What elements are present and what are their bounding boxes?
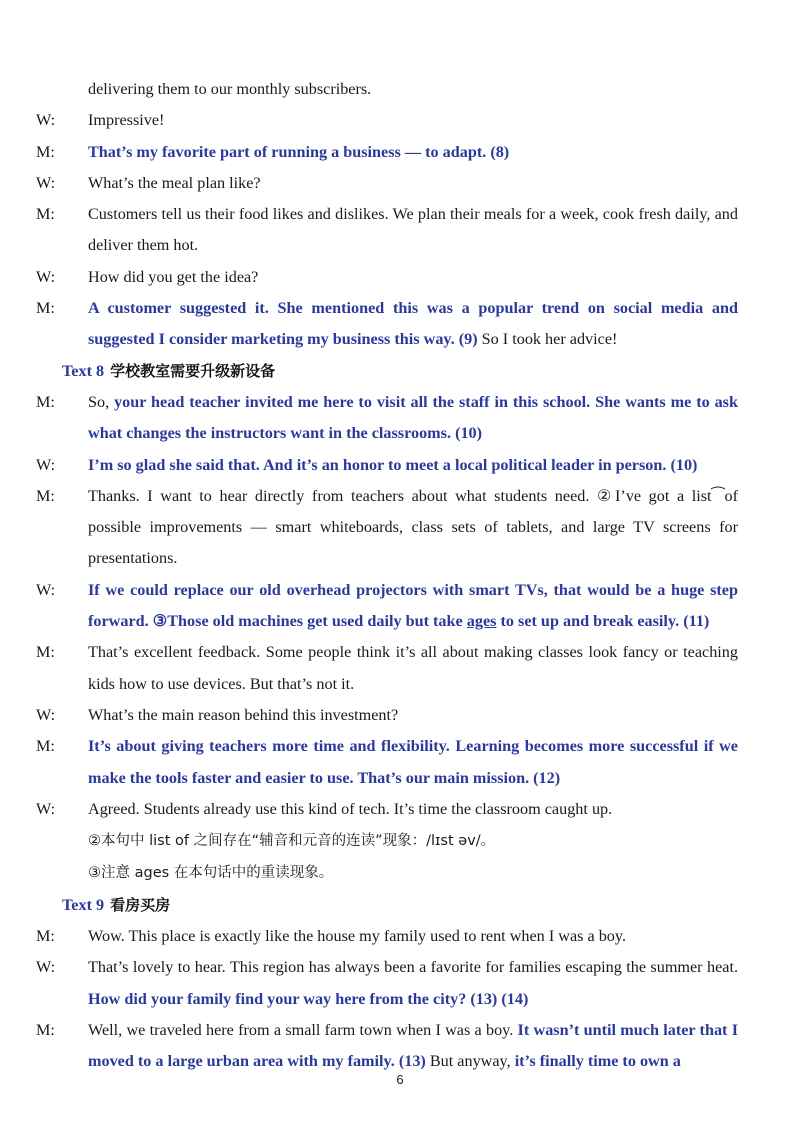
key-sentence: It’s about giving teachers more time and flexibility. Learning becomes more successful if we make the tools faster and easier to use. That’s our main mission. (12) bbox=[88, 737, 738, 787]
section-heading-text9: Text 9 看房买房 bbox=[62, 895, 171, 914]
speaker-label: W: bbox=[36, 705, 56, 724]
section-heading-text8: Text 8 学校教室需要升级新设备 bbox=[62, 361, 276, 380]
dialogue-line: M: That’s excellent feedback. Some people think it’s all about making classes look fancy or teaching kids how to use devices. But that’s not it. bbox=[62, 637, 738, 700]
dialogue-line: M: Customers tell us their food likes and dislikes. We plan their meals for a week, cook fresh daily, and deliver them hot. bbox=[62, 199, 738, 262]
speaker-label: M: bbox=[36, 486, 55, 505]
dialogue-line bbox=[36, 450, 738, 481]
speaker-label: M: bbox=[36, 299, 55, 318]
speaker-label: M: bbox=[36, 927, 55, 946]
key-sentence: That’s my favorite part of running a business — to adapt. (8) bbox=[88, 142, 510, 161]
speaker-label: M: bbox=[36, 142, 55, 161]
key-sentence: I’m so glad she said that. And it’s an honor to meet a local political leader in person. (10) bbox=[88, 455, 698, 474]
page-number: 6 bbox=[396, 1072, 404, 1087]
key-sentence: It wasn’t until much later that I moved to a large urban area with my family. (13) bbox=[88, 1020, 739, 1071]
key-sentence: A customer suggested it. She mentioned this was a popular trend on social media and suggested I consider marketing my business this way. (9) bbox=[88, 299, 738, 349]
speaker-label: W: bbox=[36, 267, 56, 286]
key-sentence: it’s finally time to own a bbox=[514, 1052, 681, 1071]
dialogue-line: M: Wow. This place is exactly like the house my family used to rent when I was a boy. bbox=[62, 921, 738, 952]
speaker-label: M: bbox=[36, 1020, 55, 1039]
dialogue-line: W: That’s lovely to hear. This region has always been a favorite for families escaping the summer heat. How did your family find your way here from the city? (13) (14) bbox=[62, 952, 738, 1015]
continuation-line: delivering them to our monthly subscribers. bbox=[88, 80, 372, 98]
dialogue-line: M: Thanks. I want to hear directly from teachers about what students need. ②I’ve got a list⁀of possible improvements — smart whiteboards, class sets of tablets, and large TV screens for presentations. bbox=[62, 481, 738, 575]
speaker-label: W: bbox=[36, 958, 56, 977]
dialogue-line: W: Agreed. Students already use this kind of tech. It’s time the classroom caught up. bbox=[62, 794, 738, 825]
dialogue-line: M: Well, we traveled here from a small farm town when I was a boy. It wasn’t until much later that I moved to a large urban area with my family. (13) But anyway, it’s finally time to own a bbox=[62, 1015, 738, 1078]
speaker-label: W: bbox=[36, 111, 56, 130]
speaker-label: W: bbox=[36, 799, 56, 818]
dialogue-line: M: A customer suggested it. She mentioned this was a popular trend on social media and suggested I consider marketing my business this way. (9) So I took her advice! bbox=[62, 293, 738, 356]
dialogue-line: W: What’s the main reason behind this investment? bbox=[62, 700, 738, 731]
speaker-label: W: bbox=[36, 455, 56, 474]
speaker-label: M: bbox=[36, 392, 55, 411]
dialogue-line bbox=[36, 731, 738, 794]
speaker-label: M: bbox=[36, 737, 55, 756]
transcript bbox=[36, 74, 739, 1078]
dialogue-line bbox=[36, 575, 738, 638]
key-sentence: your head teacher invited me here to visit all the staff in this school. She wants me to ask what changes the instructors want in the classrooms. (10) bbox=[88, 392, 738, 443]
speaker-label: W: bbox=[36, 173, 56, 192]
dialogue-line: M: So, your head teacher invited me here to visit all the staff in this school. She wants me to ask what changes the instructors want in the classrooms. (10) bbox=[62, 387, 738, 450]
dialogue-line: W: What’s the meal plan like? bbox=[62, 168, 738, 199]
dialogue-line: W: How did you get the idea? bbox=[62, 262, 738, 293]
speaker-label: W: bbox=[36, 580, 56, 599]
dialogue-line: W: Impressive! bbox=[62, 105, 738, 136]
stressed-word: ages bbox=[466, 612, 497, 631]
pronunciation-note: ②本句中 list of 之间存在“辅音和元音的连读”现象：/lɪst əv/。 bbox=[88, 833, 496, 850]
pronunciation-note: ③注意 ages 在本句话中的重读现象。 bbox=[88, 865, 334, 882]
speaker-label: M: bbox=[36, 205, 55, 224]
key-sentence: How did your family find your way here from the city? (13) (14) bbox=[88, 989, 529, 1008]
speaker-label: M: bbox=[36, 643, 55, 662]
dialogue-line bbox=[36, 137, 738, 168]
key-sentence: If we could replace our old overhead projectors with smart TVs, that would be a huge step forward. ③Those old machines get used daily but take ages to set up and break easily. (11) bbox=[88, 580, 738, 631]
